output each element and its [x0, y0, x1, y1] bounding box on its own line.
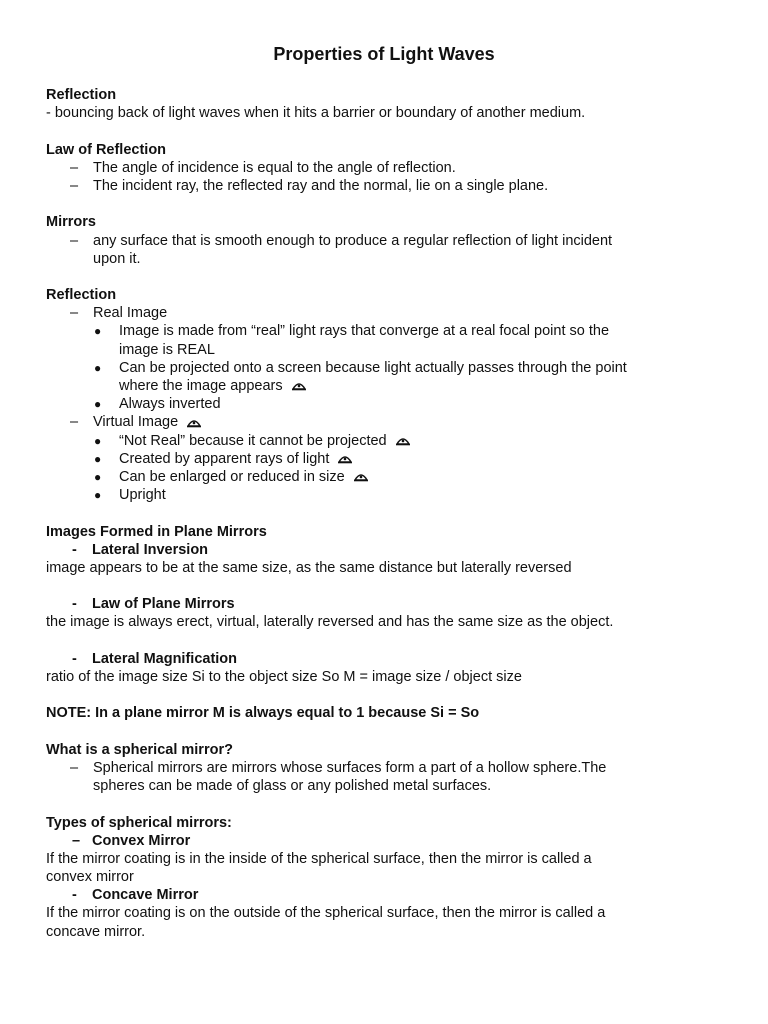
spherical-mirror-heading: What is a spherical mirror? — [46, 741, 233, 758]
bullet-marker: ● — [94, 324, 102, 339]
bullet-item — [46, 322, 726, 340]
list-item-text: Spherical mirrors are mirrors whose surfaces form a part of a hollow sphere.The — [93, 759, 607, 776]
subheading — [46, 650, 726, 668]
reflection-definition: - bouncing back of light waves when it hits a barrier or boundary of another medium. — [46, 105, 586, 122]
teacher-hat-icon — [292, 381, 306, 391]
subheading — [46, 886, 726, 904]
law-plane-mirrors-text: the image is always erect, virtual, laterally reversed and has the same size as the object. — [46, 614, 614, 631]
bullet-marker: ● — [94, 397, 102, 412]
dash-marker: - — [72, 541, 77, 558]
bullet-text: Can be enlarged or reduced in size — [119, 468, 345, 485]
list-item — [46, 413, 726, 431]
bullet-item — [46, 450, 726, 468]
lateral-inversion-label: Lateral Inversion — [92, 541, 209, 558]
dash-marker: - — [72, 887, 77, 904]
concave-mirror-label: Concave Mirror — [92, 887, 199, 904]
teacher-hat-icon — [187, 418, 201, 428]
dash-marker: - — [72, 650, 77, 667]
convex-text-line: If the mirror coating is in the inside of the spherical surface, then the mirror is called a — [46, 850, 592, 867]
teacher-hat-icon — [354, 472, 368, 482]
dash-marker: – — [72, 832, 81, 849]
teacher-hat-icon — [396, 436, 410, 446]
teacher-hat-icon — [338, 454, 352, 464]
bullet-continuation — [46, 377, 726, 395]
bullet-item — [46, 432, 726, 450]
list-item — [46, 304, 726, 322]
convex-text-line: convex mirror — [46, 869, 134, 886]
list-item — [46, 159, 726, 177]
bullet-text: Image is made from “real” light rays that converge at a real focal point so the — [119, 323, 610, 340]
list-item — [46, 232, 726, 250]
lateral-inversion-text: image appears to be at the same size, as the same distance but laterally reversed — [46, 559, 572, 576]
bullet-text: Can be projected onto a screen because light actually passes through the point — [119, 359, 627, 376]
dash-marker: – — [70, 177, 79, 194]
subheading — [46, 595, 726, 613]
page-title: Properties of Light Waves — [273, 44, 495, 64]
dash-marker: – — [70, 232, 79, 249]
list-item — [46, 177, 726, 195]
bullet-marker: ● — [94, 360, 102, 375]
dash-marker: – — [70, 159, 79, 176]
bullet-marker: ● — [94, 433, 102, 448]
list-item-continuation: spheres can be made of glass or any polished metal surfaces. — [93, 778, 492, 795]
list-item — [46, 759, 726, 777]
real-image-label: Real Image — [93, 305, 168, 322]
bullet-marker: ● — [94, 469, 102, 484]
list-item-text: The incident ray, the reflected ray and the normal, lie on a single plane. — [93, 177, 549, 194]
bullet-item — [46, 395, 726, 413]
dash-marker: – — [70, 759, 79, 776]
virtual-image-label: Virtual Image — [93, 414, 179, 431]
list-item-text: any surface that is smooth enough to produce a regular reflection of light incident — [93, 232, 613, 249]
bullet-item — [46, 359, 726, 377]
bullet-item — [46, 468, 726, 486]
convex-mirror-label: Convex Mirror — [92, 832, 191, 849]
reflection-types-heading: Reflection — [46, 287, 117, 304]
lateral-magnification-label: Lateral Magnification — [92, 650, 238, 667]
dash-marker: – — [70, 414, 79, 431]
bullet-text: where the image appears — [119, 378, 283, 394]
mirrors-heading: Mirrors — [46, 214, 96, 231]
bullet-marker: ● — [94, 488, 102, 503]
bullet-item — [46, 486, 726, 504]
note-text: NOTE: In a plane mirror M is always equal to 1 because Si = So — [46, 705, 480, 722]
bullet-continuation: image is REAL — [119, 341, 215, 358]
lateral-magnification-text: ratio of the image size Si to the object size So M = image size / object size — [46, 669, 522, 685]
document-page — [46, 40, 726, 941]
list-item-text: The angle of incidence is equal to the angle of reflection. — [93, 159, 456, 176]
law-of-reflection-heading: Law of Reflection — [46, 141, 167, 158]
subheading — [46, 832, 726, 850]
subheading — [46, 541, 726, 559]
bullet-marker: ● — [94, 451, 102, 466]
dash-marker: – — [70, 305, 79, 322]
bullet-text: Created by apparent rays of light — [119, 450, 330, 467]
concave-text-line: concave mirror. — [46, 923, 146, 940]
law-plane-mirrors-label: Law of Plane Mirrors — [92, 596, 235, 613]
reflection-heading: Reflection — [46, 87, 117, 103]
bullet-text: Upright — [119, 487, 166, 504]
types-heading: Types of spherical mirrors: — [46, 814, 232, 831]
dash-marker: - — [72, 596, 77, 613]
plane-mirrors-heading: Images Formed in Plane Mirrors — [46, 523, 267, 540]
list-item-continuation: upon it. — [93, 250, 141, 267]
concave-text-line: If the mirror coating is on the outside of the spherical surface, then the mirror is called a — [46, 905, 606, 922]
bullet-text: Always inverted — [119, 396, 221, 413]
bullet-text: “Not Real” because it cannot be projected — [119, 432, 387, 449]
